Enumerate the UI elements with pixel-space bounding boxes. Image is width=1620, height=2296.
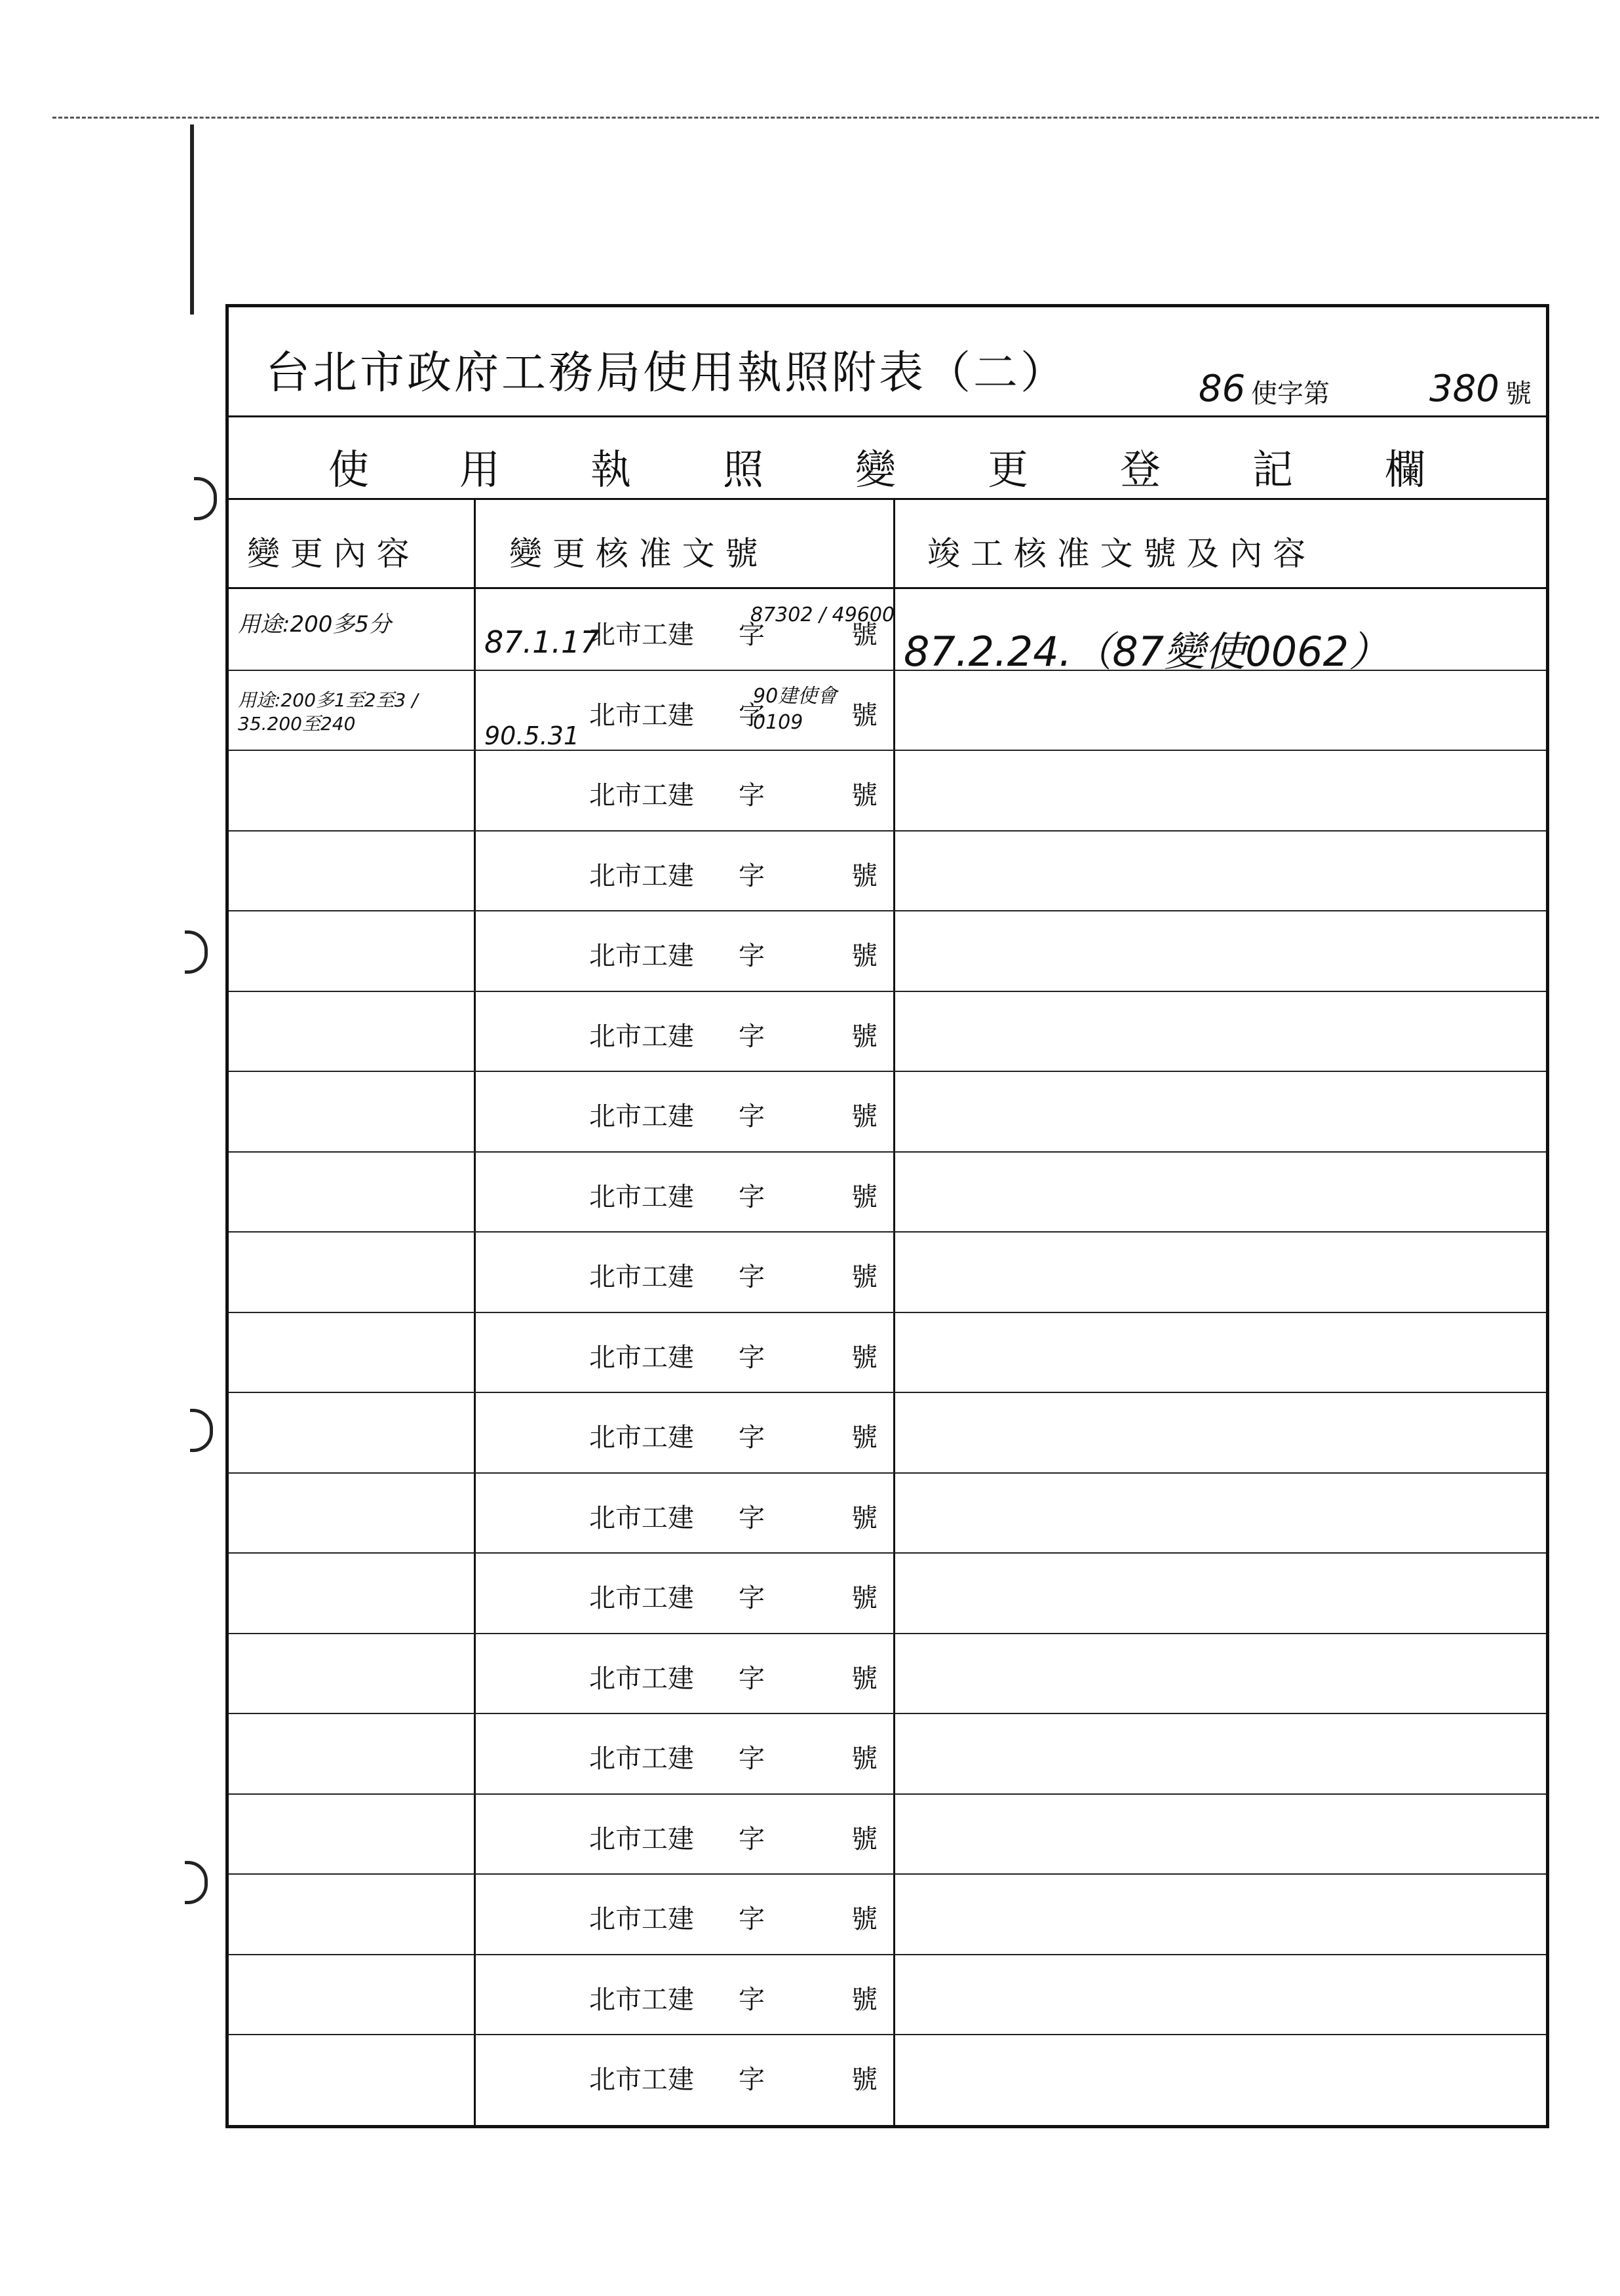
approval-template-office: 北市工建 — [589, 2065, 694, 2095]
approval-template-hao: 號 — [851, 1824, 878, 1854]
approval-template-char: 字 — [739, 780, 765, 811]
punch-hole-mark — [190, 1409, 213, 1452]
banner-char: 執 — [590, 446, 631, 493]
approval-template-office: 北市工建 — [589, 700, 694, 731]
change-registration-banner — [229, 417, 1546, 500]
approval-template-char: 字 — [739, 1502, 765, 1533]
header-change-approval: 變 更 核 准 文 號 — [509, 535, 758, 573]
approval-template-char: 字 — [739, 1663, 765, 1694]
license-suffix: 號 — [1505, 379, 1532, 409]
approval-template-office: 北市工建 — [589, 1663, 694, 1694]
row-divider — [229, 1312, 1546, 1313]
approval-template-office: 北市工建 — [589, 1583, 694, 1613]
license-year: 86 — [1199, 368, 1246, 410]
row-divider — [229, 1472, 1546, 1474]
approval-template-char: 字 — [739, 1583, 765, 1613]
row-divider — [229, 1392, 1546, 1393]
banner-char: 登 — [1119, 446, 1161, 493]
approval-template-office: 北市工建 — [589, 1423, 694, 1453]
row-divider — [229, 1633, 1546, 1634]
header-change-content: 變 更 內 容 — [247, 535, 410, 573]
approval-template-hao: 號 — [851, 2065, 878, 2095]
approval-template-office: 北市工建 — [589, 860, 694, 891]
approval-template-office: 北市工建 — [589, 1824, 694, 1854]
approval-template-char: 字 — [739, 1904, 765, 1934]
row-divider — [229, 1793, 1546, 1795]
entry-2-approval-number: 90建使會 0109 — [753, 685, 838, 734]
punch-hole-mark — [185, 930, 208, 974]
approval-template-office: 北市工建 — [589, 620, 694, 650]
form-title: 台北市政府工務局使用執照附表（二） — [265, 347, 1068, 399]
approval-template-office: 北市工建 — [589, 780, 694, 811]
approval-template-office: 北市工建 — [589, 1181, 694, 1212]
row-divider — [229, 910, 1546, 911]
row-divider — [229, 1713, 1546, 1714]
entry-1-completion: 87.2.24.（87變使0062） — [904, 628, 1390, 676]
row-divider — [229, 1954, 1546, 1955]
column-header-row — [229, 500, 1546, 589]
license-prefix: 使字第 — [1251, 379, 1330, 409]
approval-template-hao: 號 — [851, 1181, 878, 1212]
entry-1-approval-date: 87.1.17 — [484, 624, 600, 660]
row-divider — [229, 991, 1546, 992]
entry-2-content: 用途:200多1至2至3 / 35.200至240 — [238, 689, 418, 735]
banner-char: 變 — [855, 446, 896, 493]
approval-template-char: 字 — [739, 1021, 765, 1052]
row-divider — [229, 1071, 1546, 1072]
approval-template-char: 字 — [739, 1181, 765, 1212]
entry-1-content: 用途:200多5分 — [238, 611, 391, 638]
title-row — [229, 307, 1546, 417]
punch-hole-mark — [185, 1861, 208, 1904]
approval-template-hao: 號 — [851, 1423, 878, 1453]
row-divider — [229, 830, 1546, 832]
approval-template-hao: 號 — [851, 1583, 878, 1613]
row-divider — [229, 2034, 1546, 2035]
banner-char: 欄 — [1384, 446, 1425, 493]
approval-template-char: 字 — [739, 620, 765, 650]
approval-template-char: 字 — [739, 1101, 765, 1132]
banner-char: 更 — [987, 446, 1028, 493]
banner-char: 照 — [722, 446, 763, 493]
approval-template-office: 北市工建 — [589, 1101, 694, 1132]
row-divider — [229, 1151, 1546, 1153]
approval-template-char: 字 — [739, 1262, 765, 1292]
approval-template-office: 北市工建 — [589, 1262, 694, 1292]
banner-char: 用 — [459, 446, 500, 493]
approval-template-char: 字 — [739, 860, 765, 891]
scan-edge-line — [52, 117, 1599, 119]
approval-template-hao: 號 — [851, 1342, 878, 1373]
approval-template-office: 北市工建 — [589, 1342, 694, 1373]
approval-template-office: 北市工建 — [589, 1021, 694, 1052]
row-divider — [229, 1552, 1546, 1554]
banner-char: 記 — [1252, 446, 1293, 493]
approval-template-char: 字 — [739, 1744, 765, 1774]
column-divider — [893, 500, 895, 2128]
approval-template-hao: 號 — [851, 700, 878, 731]
approval-template-hao: 號 — [851, 1502, 878, 1533]
binding-mark — [190, 124, 194, 315]
approval-template-office: 北市工建 — [589, 1984, 694, 2015]
approval-template-hao: 號 — [851, 780, 878, 811]
approval-template-hao: 號 — [851, 1663, 878, 1694]
approval-template-hao: 號 — [851, 1904, 878, 1934]
approval-template-office: 北市工建 — [589, 1502, 694, 1533]
license-number: 380 — [1429, 368, 1499, 410]
approval-template-char: 字 — [739, 1423, 765, 1453]
approval-template-char: 字 — [739, 2065, 765, 2095]
entry-2-approval-date: 90.5.31 — [484, 721, 580, 750]
approval-template-hao: 號 — [851, 1101, 878, 1132]
row-divider — [229, 750, 1546, 751]
approval-template-char: 字 — [739, 700, 765, 731]
approval-template-hao: 號 — [851, 1984, 878, 2015]
approval-template-office: 北市工建 — [589, 1744, 694, 1774]
entry-1-approval-number: 87302 / 49600 — [750, 603, 895, 626]
approval-template-hao: 號 — [851, 1744, 878, 1774]
approval-template-hao: 號 — [851, 1262, 878, 1292]
approval-template-char: 字 — [739, 1342, 765, 1373]
usage-license-attachment-form — [225, 304, 1549, 2128]
approval-template-hao: 號 — [851, 620, 878, 650]
banner-char: 使 — [328, 446, 369, 493]
approval-template-char: 字 — [739, 1824, 765, 1854]
row-divider — [229, 1873, 1546, 1875]
header-completion: 竣 工 核 准 文 號 及 內 容 — [927, 535, 1306, 573]
row-divider — [229, 1231, 1546, 1233]
approval-template-char: 字 — [739, 941, 765, 971]
column-divider — [474, 500, 476, 2128]
approval-template-office: 北市工建 — [589, 941, 694, 971]
approval-template-char: 字 — [739, 1984, 765, 2015]
punch-hole-mark — [194, 477, 217, 520]
approval-template-hao: 號 — [851, 1021, 878, 1052]
approval-template-office: 北市工建 — [589, 1904, 694, 1934]
approval-template-hao: 號 — [851, 860, 878, 891]
approval-template-hao: 號 — [851, 941, 878, 971]
